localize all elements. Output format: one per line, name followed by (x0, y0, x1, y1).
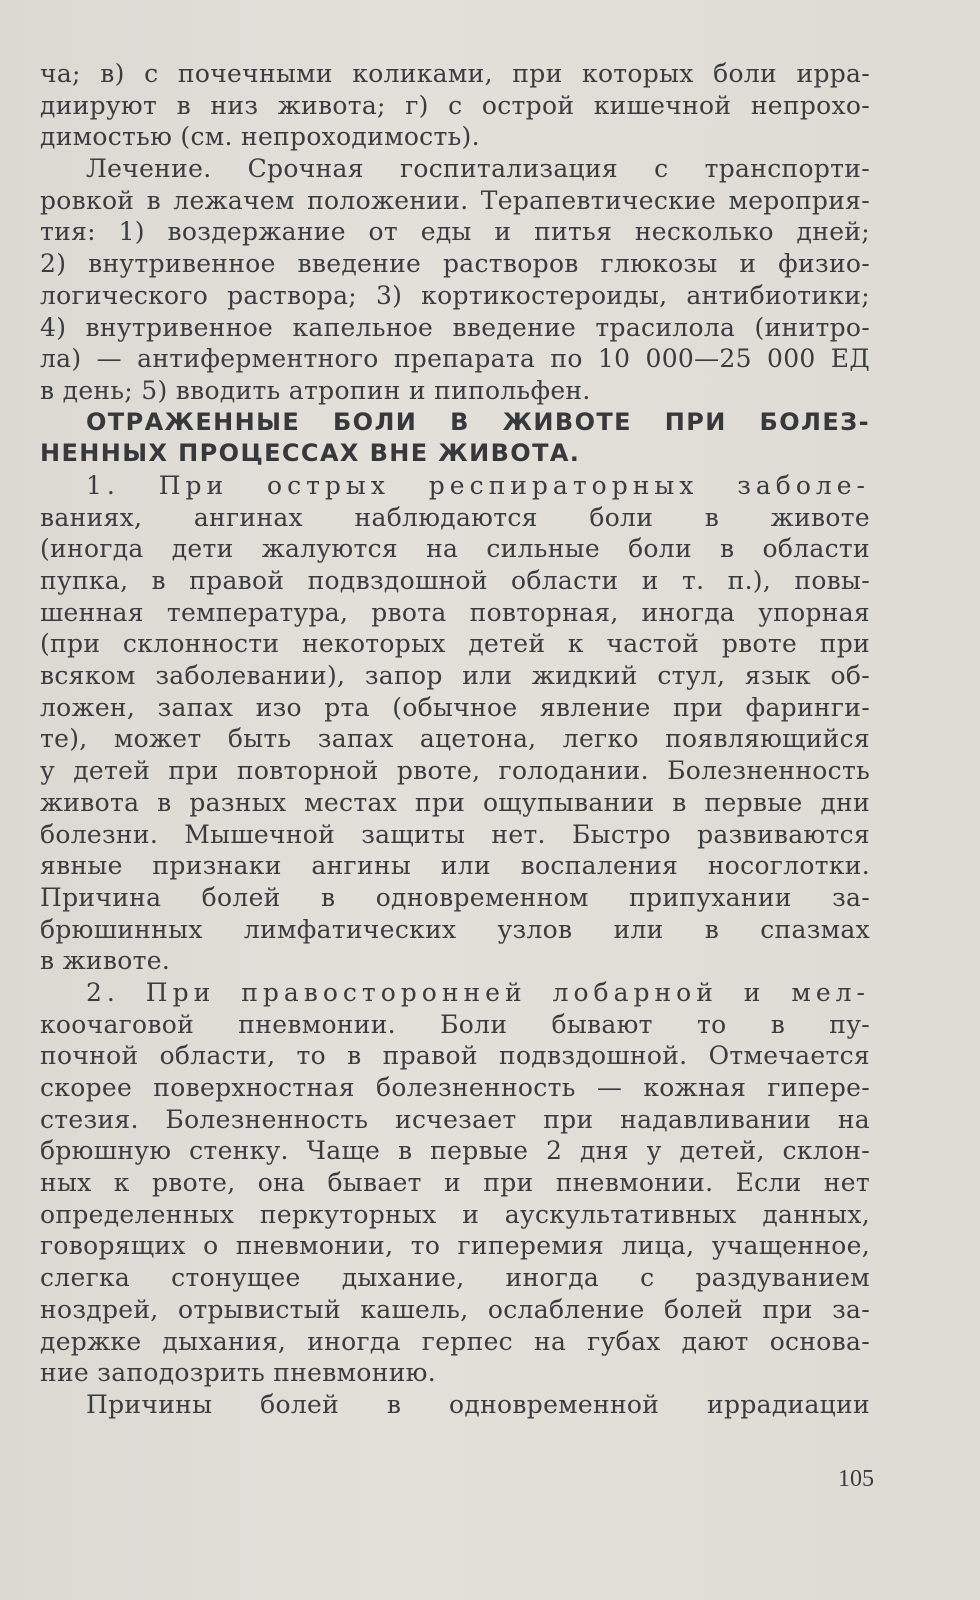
text-line: ровкой в лежачем положении. Терапевтические мероприя- (40, 185, 870, 215)
text-line: определенных перкуторных и аускультативных данных, (40, 1199, 870, 1229)
text-line: ние заподозрить пневмонию. (40, 1358, 436, 1388)
text-line: коочаговой пневмонии. Боли бывают то в пу- (40, 1009, 870, 1039)
text-line: болезни. Мышечной защиты нет. Быстро развиваются (40, 819, 870, 849)
text-line: пупка, в правой подвздошной области и т. п.), повы- (40, 566, 870, 595)
text-line: шенная температура, рвота повторная, иногда упорная (40, 597, 870, 627)
text-line: ложен, запах изо рта (обычное явление при фаринги- (40, 692, 870, 722)
text-line: почной области, то в правой подвздошной. Отмечается (40, 1041, 870, 1071)
text-line: живота в разных местах при ощупывании в первые дни (40, 787, 870, 817)
text-line: в животе. (40, 946, 171, 976)
text-line: всяком заболевании), запор или жидкий стул, язык об- (40, 661, 870, 691)
text-line: слегка стонущее дыхание, иногда с раздуванием (40, 1263, 870, 1293)
text-line: диируют в низ живота; г) с острой кишечной непрохо- (40, 90, 870, 120)
text-line: ваниях, ангинах наблюдаются боли в животе (40, 502, 870, 532)
text-line: 2) внутривенное введение растворов глюкозы и физио- (40, 249, 870, 279)
text-line: явные признаки ангины или воспаления носоглотки. (40, 851, 870, 881)
text-line: ла) — антиферментного препарата по 10 000—25 000 ЕД (40, 344, 870, 374)
text-line: 1. При острых респираторных заболе- (86, 470, 870, 500)
text-line: те), может быть запах ацетона, легко появляющийся (40, 724, 870, 754)
text-line: (иногда дети жалуются на сильные боли в области (40, 534, 870, 564)
page-number: 105 (838, 1466, 874, 1492)
text-line: тия: 1) воздержание от еды и питья несколько дней; (40, 217, 870, 247)
text-line: Лечение. Срочная госпитализация с транспорти- (86, 154, 870, 184)
text-line: брюшинных лимфатических узлов или в спазмах (40, 914, 870, 944)
text-line: держке дыхания, иногда герпес на губах дают основа- (40, 1326, 870, 1356)
text-line: ных к рвоте, она бывает и при пневмонии. Если нет (40, 1168, 870, 1198)
text-line: ча; в) с почечными коликами, при которых боли ирра- (40, 59, 870, 88)
section-heading-line: НЕННЫХ ПРОЦЕССАХ ВНЕ ЖИВОТА. (40, 439, 581, 468)
section-heading-line: ОТРАЖЕННЫЕ БОЛИ В ЖИВОТЕ ПРИ БОЛЕЗ- (86, 407, 870, 436)
text-line: логического раствора; 3) кортикостероиды, антибиотики; (40, 280, 870, 310)
text-line: брюшную стенку. Чаще в первые 2 дня у детей, склон- (40, 1136, 870, 1166)
text-line: стезия. Болезненность исчезает при надавливании на (40, 1104, 870, 1134)
text-line: (при склонности некоторых детей к частой рвоте при (40, 629, 870, 659)
text-line: 2. При правосторонней лобарной и мел- (86, 977, 870, 1007)
text-line: скорее поверхностная болезненность — кожная гипере- (40, 1073, 870, 1102)
text-line: 4) внутривенное капельное введение трасилола (инитро- (40, 312, 870, 342)
text-line: ноздрей, отрывистый кашель, ослабление болей при за- (40, 1294, 870, 1324)
text-line: говорящих о пневмонии, то гиперемия лица, учащенное, (40, 1231, 870, 1261)
text-line: Причины болей в одновременной иррадиации (86, 1389, 870, 1419)
text-line: в день; 5) вводить атропин и пипольфен. (40, 375, 591, 405)
text-line: димостью (см. непроходимость). (40, 122, 480, 152)
page-text (40, 58, 870, 1421)
text-line: у детей при повторной рвоте, голодании. Болезненность (40, 756, 870, 786)
text-line: Причина болей в одновременном припухании за- (40, 882, 870, 912)
